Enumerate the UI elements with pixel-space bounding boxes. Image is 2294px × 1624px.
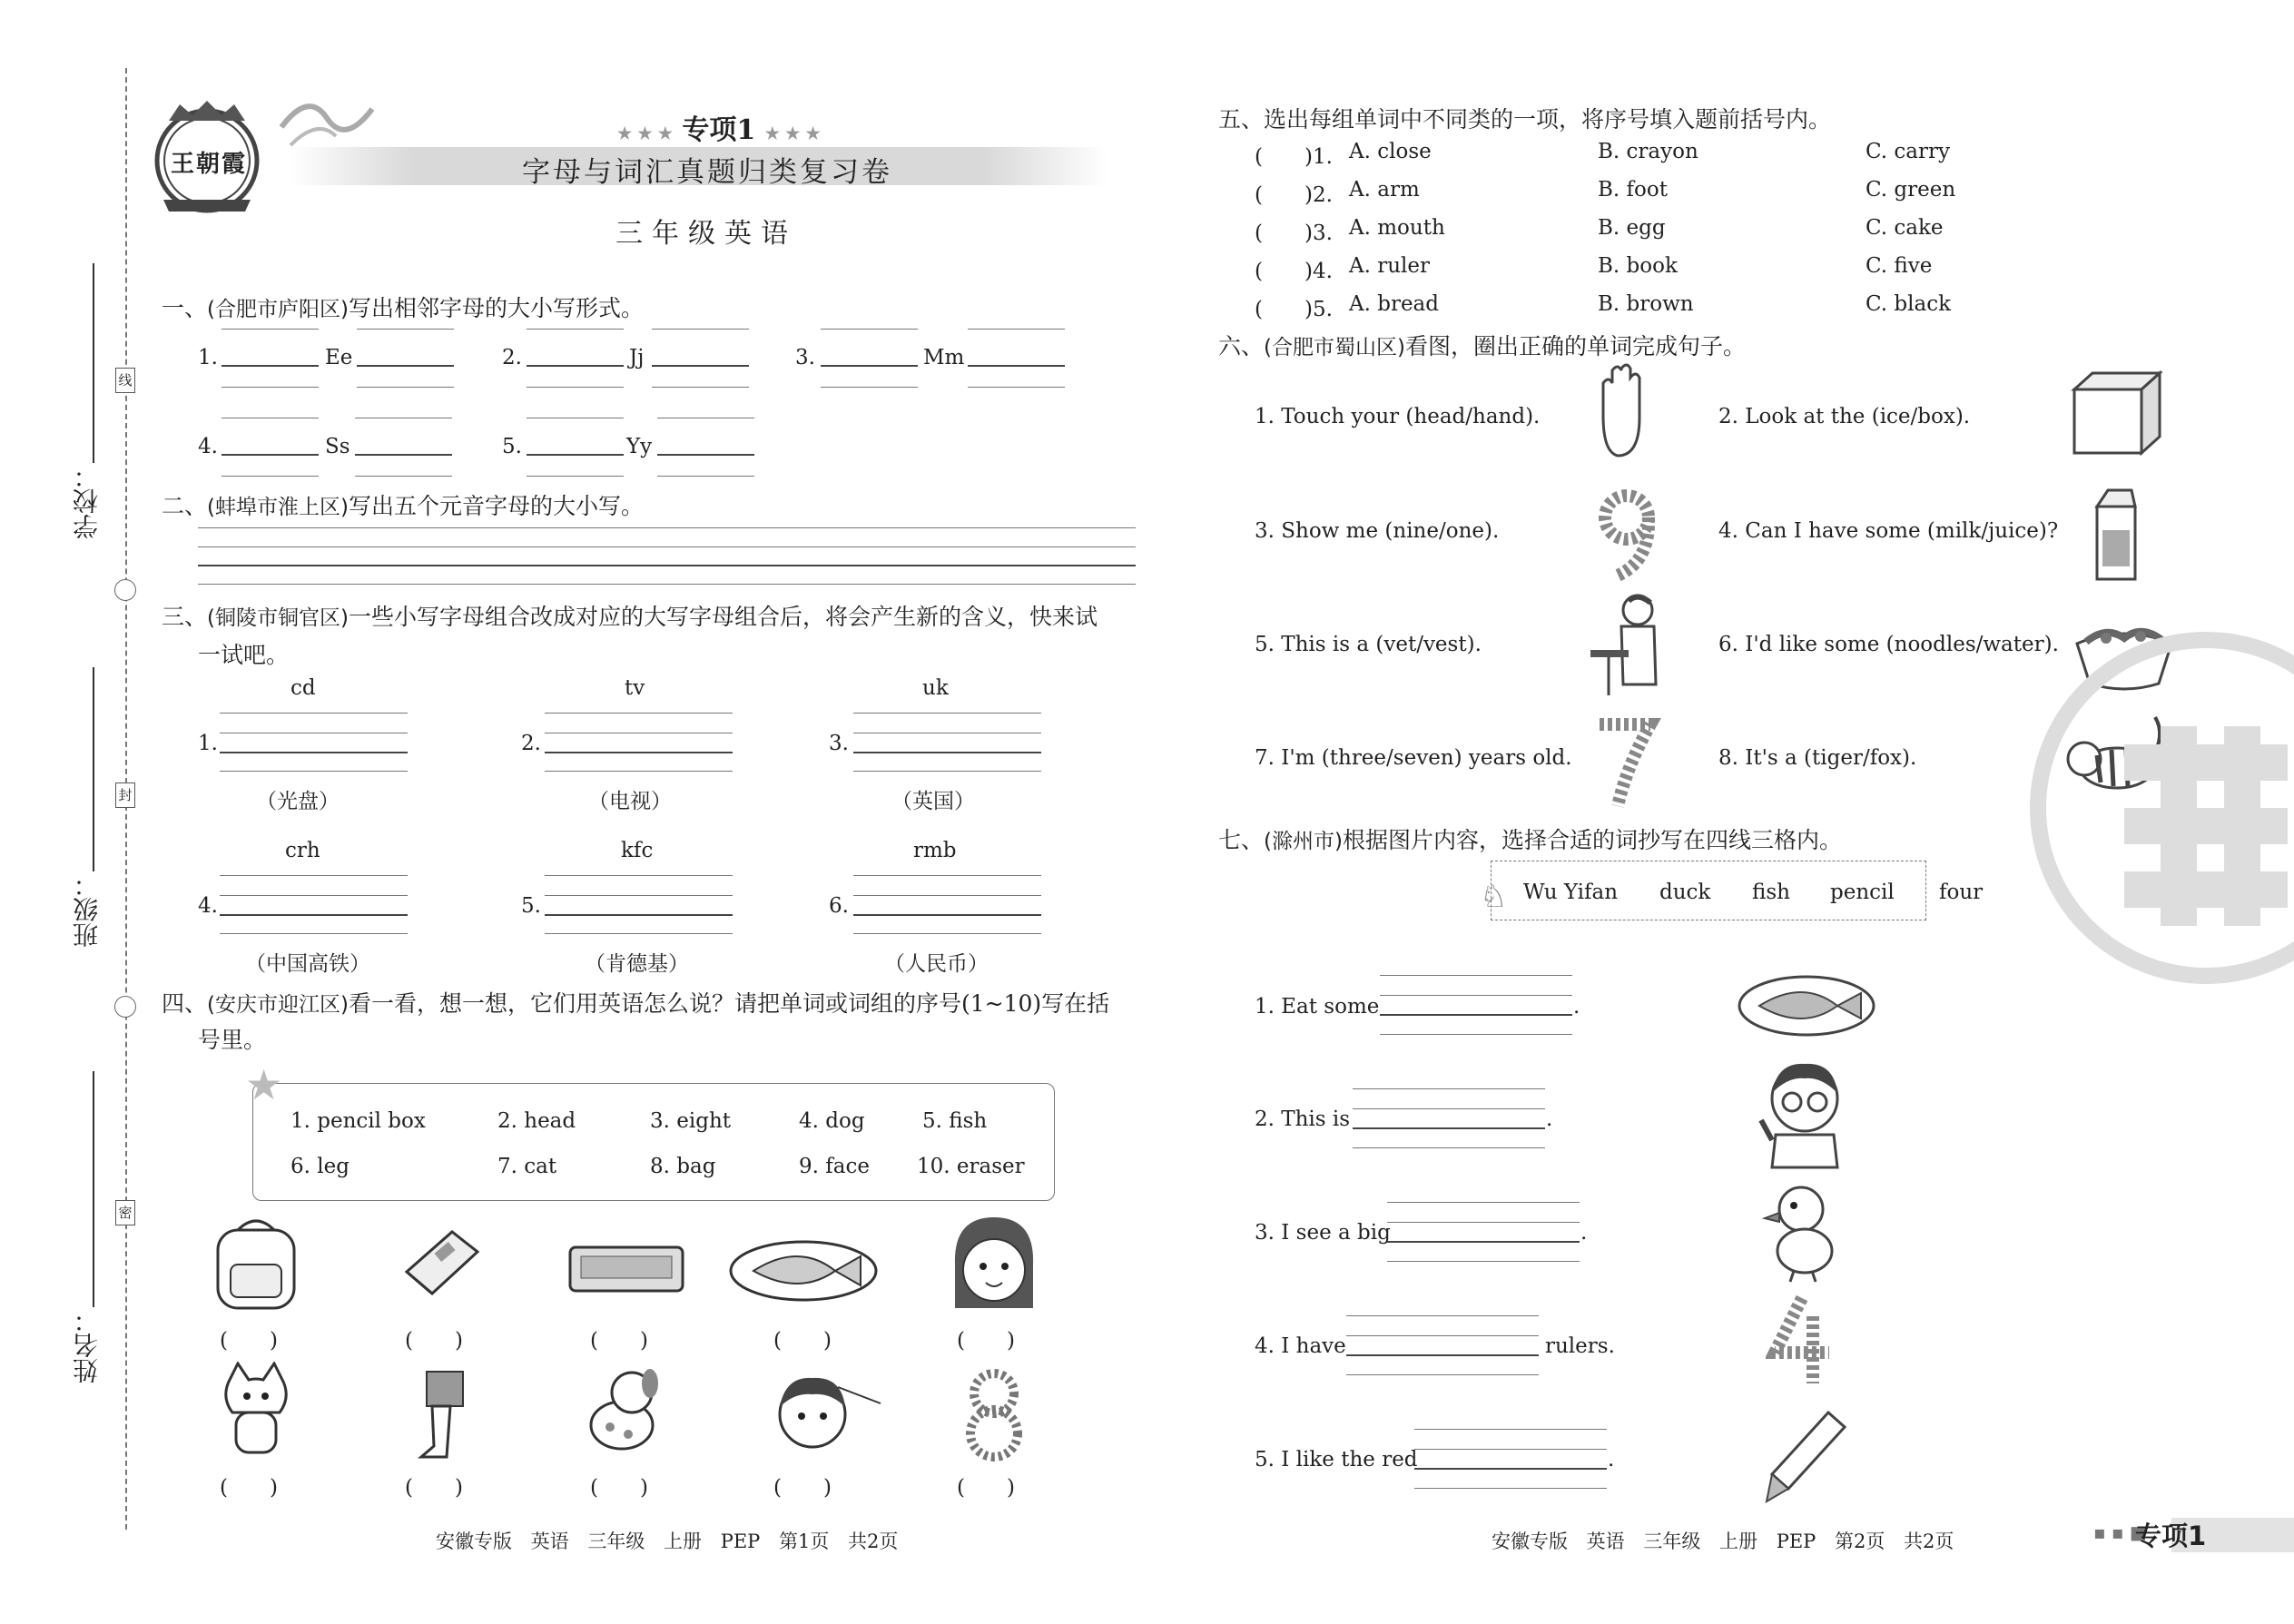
star-decoration-icon: ★: [245, 1060, 283, 1109]
s5-option-a: A. bread: [1349, 292, 1439, 316]
leg-icon: [407, 1366, 479, 1462]
s1-item-num: 3.: [795, 346, 815, 369]
s6-sentence: 4. Can I have some (milk/juice)?: [1718, 519, 2059, 543]
s2-writing-line[interactable]: [198, 546, 1136, 547]
s4-answer-paren[interactable]: ( ): [957, 1329, 1015, 1353]
class-label: 班级：: [72, 871, 102, 948]
pencil-box-icon: [563, 1233, 690, 1305]
s1-blank[interactable]: [222, 365, 319, 367]
logo-text: 王朝霞: [171, 151, 248, 178]
s3-meaning: （人民币）: [884, 952, 989, 976]
s5-option-b: B. egg: [1598, 216, 1666, 240]
section7-title: 七、(滁州市)根据图片内容，选择合适的词抄写在四线三格内。: [1218, 827, 1842, 853]
s3-blank[interactable]: [853, 752, 1041, 753]
s3-num: 3.: [829, 732, 849, 755]
s2-writing-line[interactable]: [198, 584, 1136, 585]
topic-badge: ★ ★ ★ 专项1 ★ ★ ★: [617, 114, 821, 146]
word-box: [252, 1083, 1055, 1201]
backpack-icon: [202, 1210, 310, 1314]
s4-answer-paren[interactable]: ( ): [220, 1329, 278, 1353]
s6-sentence: 3. Show me (nine/one).: [1255, 519, 1500, 543]
hand-icon: [1590, 361, 1656, 461]
s3-word: kfc: [621, 839, 654, 862]
s1-item-num: 4.: [198, 435, 218, 458]
vet-icon: [1585, 590, 1667, 697]
school-label: 学校：: [72, 463, 102, 539]
s5-option-b: B. brown: [1598, 292, 1694, 316]
s7-blank[interactable]: [1353, 1127, 1545, 1129]
s3-num: 2.: [521, 732, 541, 755]
s4-answer-paren[interactable]: ( ): [590, 1476, 648, 1500]
binding-mark-seal: 封: [115, 782, 135, 808]
s1-letter: Mm: [923, 346, 965, 369]
binding-mark-line: 线: [115, 368, 135, 393]
s5-option-c: C. cake: [1866, 216, 1944, 240]
duck-icon: [1761, 1178, 1843, 1284]
section4-title-cont: 号里。: [198, 1027, 267, 1053]
s7-bank-word: Wu Yifan: [1523, 881, 1619, 904]
s5-num[interactable]: ( )1.: [1255, 145, 1333, 169]
s7-suffix: .: [1573, 995, 1580, 1019]
binding-mark-secret: 密: [115, 1200, 135, 1225]
s7-bank-word: pencil: [1830, 881, 1895, 904]
s7-prefix: 2. This is: [1255, 1107, 1351, 1131]
section1-title: 一、(合肥市庐阳区)写出相邻字母的大小写形式。: [162, 295, 644, 321]
s2-writing-line[interactable]: [198, 565, 1136, 566]
s1-blank[interactable]: [357, 365, 454, 367]
s6-sentence: 2. Look at the (ice/box).: [1718, 405, 1971, 428]
s1-letter: Yy: [626, 435, 653, 458]
s5-option-a: A. ruler: [1349, 254, 1431, 278]
s7-blank[interactable]: [1380, 1014, 1572, 1016]
s4-answer-paren[interactable]: ( ): [220, 1476, 278, 1500]
fish-plate-icon: [726, 1233, 881, 1305]
number-eight-icon: [958, 1366, 1030, 1462]
s4-answer-paren[interactable]: ( ): [773, 1329, 832, 1353]
number-nine-icon: [1590, 485, 1663, 585]
s1-blank[interactable]: [222, 454, 319, 456]
name-blank[interactable]: [93, 1071, 94, 1307]
s1-blank[interactable]: [527, 454, 624, 456]
section6-title: 六、(合肥市蜀山区)看图，圈出正确的单词完成句子。: [1218, 333, 1746, 359]
s7-prefix: 4. I have: [1255, 1334, 1346, 1358]
s4-answer-paren[interactable]: ( ): [590, 1329, 648, 1353]
s3-num: 5.: [521, 894, 541, 918]
s5-option-c: C. green: [1866, 178, 1956, 202]
cat-icon: [211, 1362, 301, 1462]
page-subtitle: 三年级英语: [615, 218, 797, 250]
s3-blank[interactable]: [220, 752, 408, 753]
s7-bank-word: duck: [1659, 881, 1711, 904]
footer-right: 安徽专版 英语 三年级 上册 PEP 第2页 共2页: [1492, 1530, 1954, 1552]
class-blank[interactable]: [93, 667, 94, 871]
s6-sentence: 6. I'd like some (noodles/water).: [1718, 633, 2059, 656]
s5-option-b: B. crayon: [1598, 140, 1698, 163]
s7-bank-word: four: [1939, 881, 1984, 904]
s1-blank[interactable]: [821, 365, 918, 367]
s5-option-c: C. five: [1866, 254, 1933, 278]
watermark-seal: [2024, 626, 2294, 989]
s1-blank[interactable]: [657, 454, 754, 456]
s1-letter: Jj: [629, 346, 645, 369]
box-icon: [2065, 368, 2165, 458]
section5-title: 五、选出每组单词中不同类的一项，将序号填入题前括号内。: [1218, 106, 1832, 133]
ribbon-decoration: [272, 91, 381, 154]
s3-word: cd: [290, 676, 316, 700]
section4-title: 四、(安庆市迎江区)看一看，想一想，它们用英语怎么说？请把单词或词组的序号(1~10)写在括: [162, 990, 1110, 1017]
number-seven-icon: [1590, 712, 1663, 813]
s3-num: 4.: [198, 894, 218, 918]
s7-suffix: .: [1580, 1221, 1588, 1245]
s7-prefix: 3. I see a big: [1255, 1221, 1391, 1245]
s7-blank[interactable]: [1387, 1241, 1580, 1243]
s5-option-a: A. arm: [1349, 178, 1420, 202]
s3-blank[interactable]: [853, 914, 1041, 916]
s5-num[interactable]: ( )5.: [1255, 298, 1333, 321]
s7-suffix: .: [1546, 1107, 1553, 1131]
number-four-icon: [1766, 1289, 1838, 1391]
dog-icon: [572, 1362, 672, 1462]
s7-prefix: 1. Eat some: [1255, 995, 1380, 1019]
s3-num: 1.: [198, 732, 218, 755]
s4-word: 3. eight: [650, 1109, 732, 1133]
corner-tag: 专项1: [2135, 1521, 2207, 1551]
name-label: 姓名：: [72, 1307, 102, 1383]
s4-word: 8. bag: [650, 1155, 716, 1178]
s4-word: 9. face: [799, 1155, 870, 1178]
s5-option-a: A. mouth: [1349, 216, 1445, 240]
s4-word: 2. head: [497, 1109, 576, 1133]
s5-option-c: C. carry: [1866, 140, 1950, 163]
s5-option-b: B. foot: [1598, 178, 1668, 202]
s3-blank[interactable]: [545, 752, 733, 753]
section3-title: 三、(铜陵市铜官区)一些小写字母组合改成对应的大写字母组合后，将会产生新的含义，快来试: [162, 604, 1098, 630]
s7-blank[interactable]: [1414, 1468, 1607, 1470]
section3-title-cont: 一试吧。: [198, 642, 290, 668]
school-blank[interactable]: [93, 263, 94, 463]
s3-meaning: （电视）: [588, 790, 672, 813]
s4-word: 4. dog: [799, 1109, 865, 1133]
s4-word: 7. cat: [497, 1155, 557, 1178]
s3-blank[interactable]: [220, 914, 408, 916]
s5-option-c: C. black: [1866, 292, 1952, 316]
section2-title: 二、(蚌埠市淮上区)写出五个元音字母的大小写。: [162, 493, 644, 519]
s7-prefix: 5. I like the red: [1255, 1448, 1418, 1471]
s7-bank-word: fish: [1752, 881, 1790, 904]
s4-answer-paren[interactable]: ( ): [773, 1476, 832, 1500]
s2-writing-line[interactable]: [198, 527, 1136, 528]
s5-option-a: A. close: [1349, 140, 1432, 163]
s7-suffix: rulers.: [1545, 1334, 1615, 1358]
page-title: 字母与词汇真题归类复习卷: [522, 156, 892, 189]
s1-item-num: 5.: [502, 435, 522, 458]
s1-blank[interactable]: [652, 365, 749, 367]
s1-letter: Ee: [325, 346, 353, 369]
s1-letter: Ss: [325, 435, 350, 458]
s3-num: 6.: [829, 894, 849, 918]
s1-item-num: 1.: [198, 346, 218, 369]
s6-sentence: 7. I'm (three/seven) years old.: [1255, 746, 1572, 770]
s5-num[interactable]: ( )4.: [1255, 260, 1333, 283]
s3-meaning: （中国高铁）: [245, 952, 370, 976]
s4-answer-paren[interactable]: ( ): [957, 1476, 1015, 1500]
s4-answer-paren[interactable]: ( ): [405, 1476, 463, 1500]
pencil-icon: [1761, 1407, 1852, 1507]
punch-hole: [114, 996, 136, 1018]
s1-item-num: 2.: [502, 346, 522, 369]
corner-tag-squares: ▪ ▪ ■: [2093, 1521, 2147, 1543]
footer-left: 安徽专版 英语 三年级 上册 PEP 第1页 共2页: [436, 1530, 899, 1552]
s7-suffix: .: [1608, 1448, 1615, 1471]
rabbit-icon: ♘: [1480, 879, 1508, 915]
boy-head-icon: [767, 1362, 885, 1462]
s5-num[interactable]: ( )2.: [1255, 183, 1333, 207]
boy-with-glasses-icon: [1752, 1053, 1852, 1171]
s6-sentence: 8. It's a (tiger/fox).: [1718, 746, 1917, 770]
fish-plate-icon: [1734, 969, 1879, 1042]
s6-sentence: 5. This is a (vet/vest).: [1255, 633, 1482, 656]
s3-blank[interactable]: [545, 914, 733, 916]
punch-hole: [114, 579, 136, 601]
s3-word: tv: [625, 676, 645, 700]
s3-word: uk: [922, 676, 949, 700]
s6-sentence: 1. Touch your (head/hand).: [1255, 405, 1541, 428]
s4-word: 1. pencil box: [290, 1109, 426, 1133]
milk-carton-icon: [2088, 485, 2142, 585]
s5-num[interactable]: ( )3.: [1255, 221, 1333, 245]
s3-meaning: （光盘）: [256, 790, 340, 813]
s5-option-b: B. book: [1598, 254, 1678, 278]
s7-blank[interactable]: [1346, 1354, 1539, 1356]
eraser-icon: [396, 1219, 487, 1305]
s1-blank[interactable]: [968, 365, 1065, 367]
s1-blank[interactable]: [355, 454, 452, 456]
s3-meaning: （英国）: [891, 790, 975, 813]
s4-word: 5. fish: [922, 1109, 988, 1133]
s3-word: crh: [285, 839, 320, 862]
s3-word: rmb: [913, 839, 957, 862]
s4-word: 10. eraser: [917, 1155, 1025, 1178]
s4-word: 6. leg: [290, 1155, 350, 1178]
s1-blank[interactable]: [527, 365, 624, 367]
s4-answer-paren[interactable]: ( ): [405, 1329, 463, 1353]
s3-meaning: （肯德基）: [585, 952, 689, 976]
girl-face-icon: [944, 1210, 1044, 1314]
